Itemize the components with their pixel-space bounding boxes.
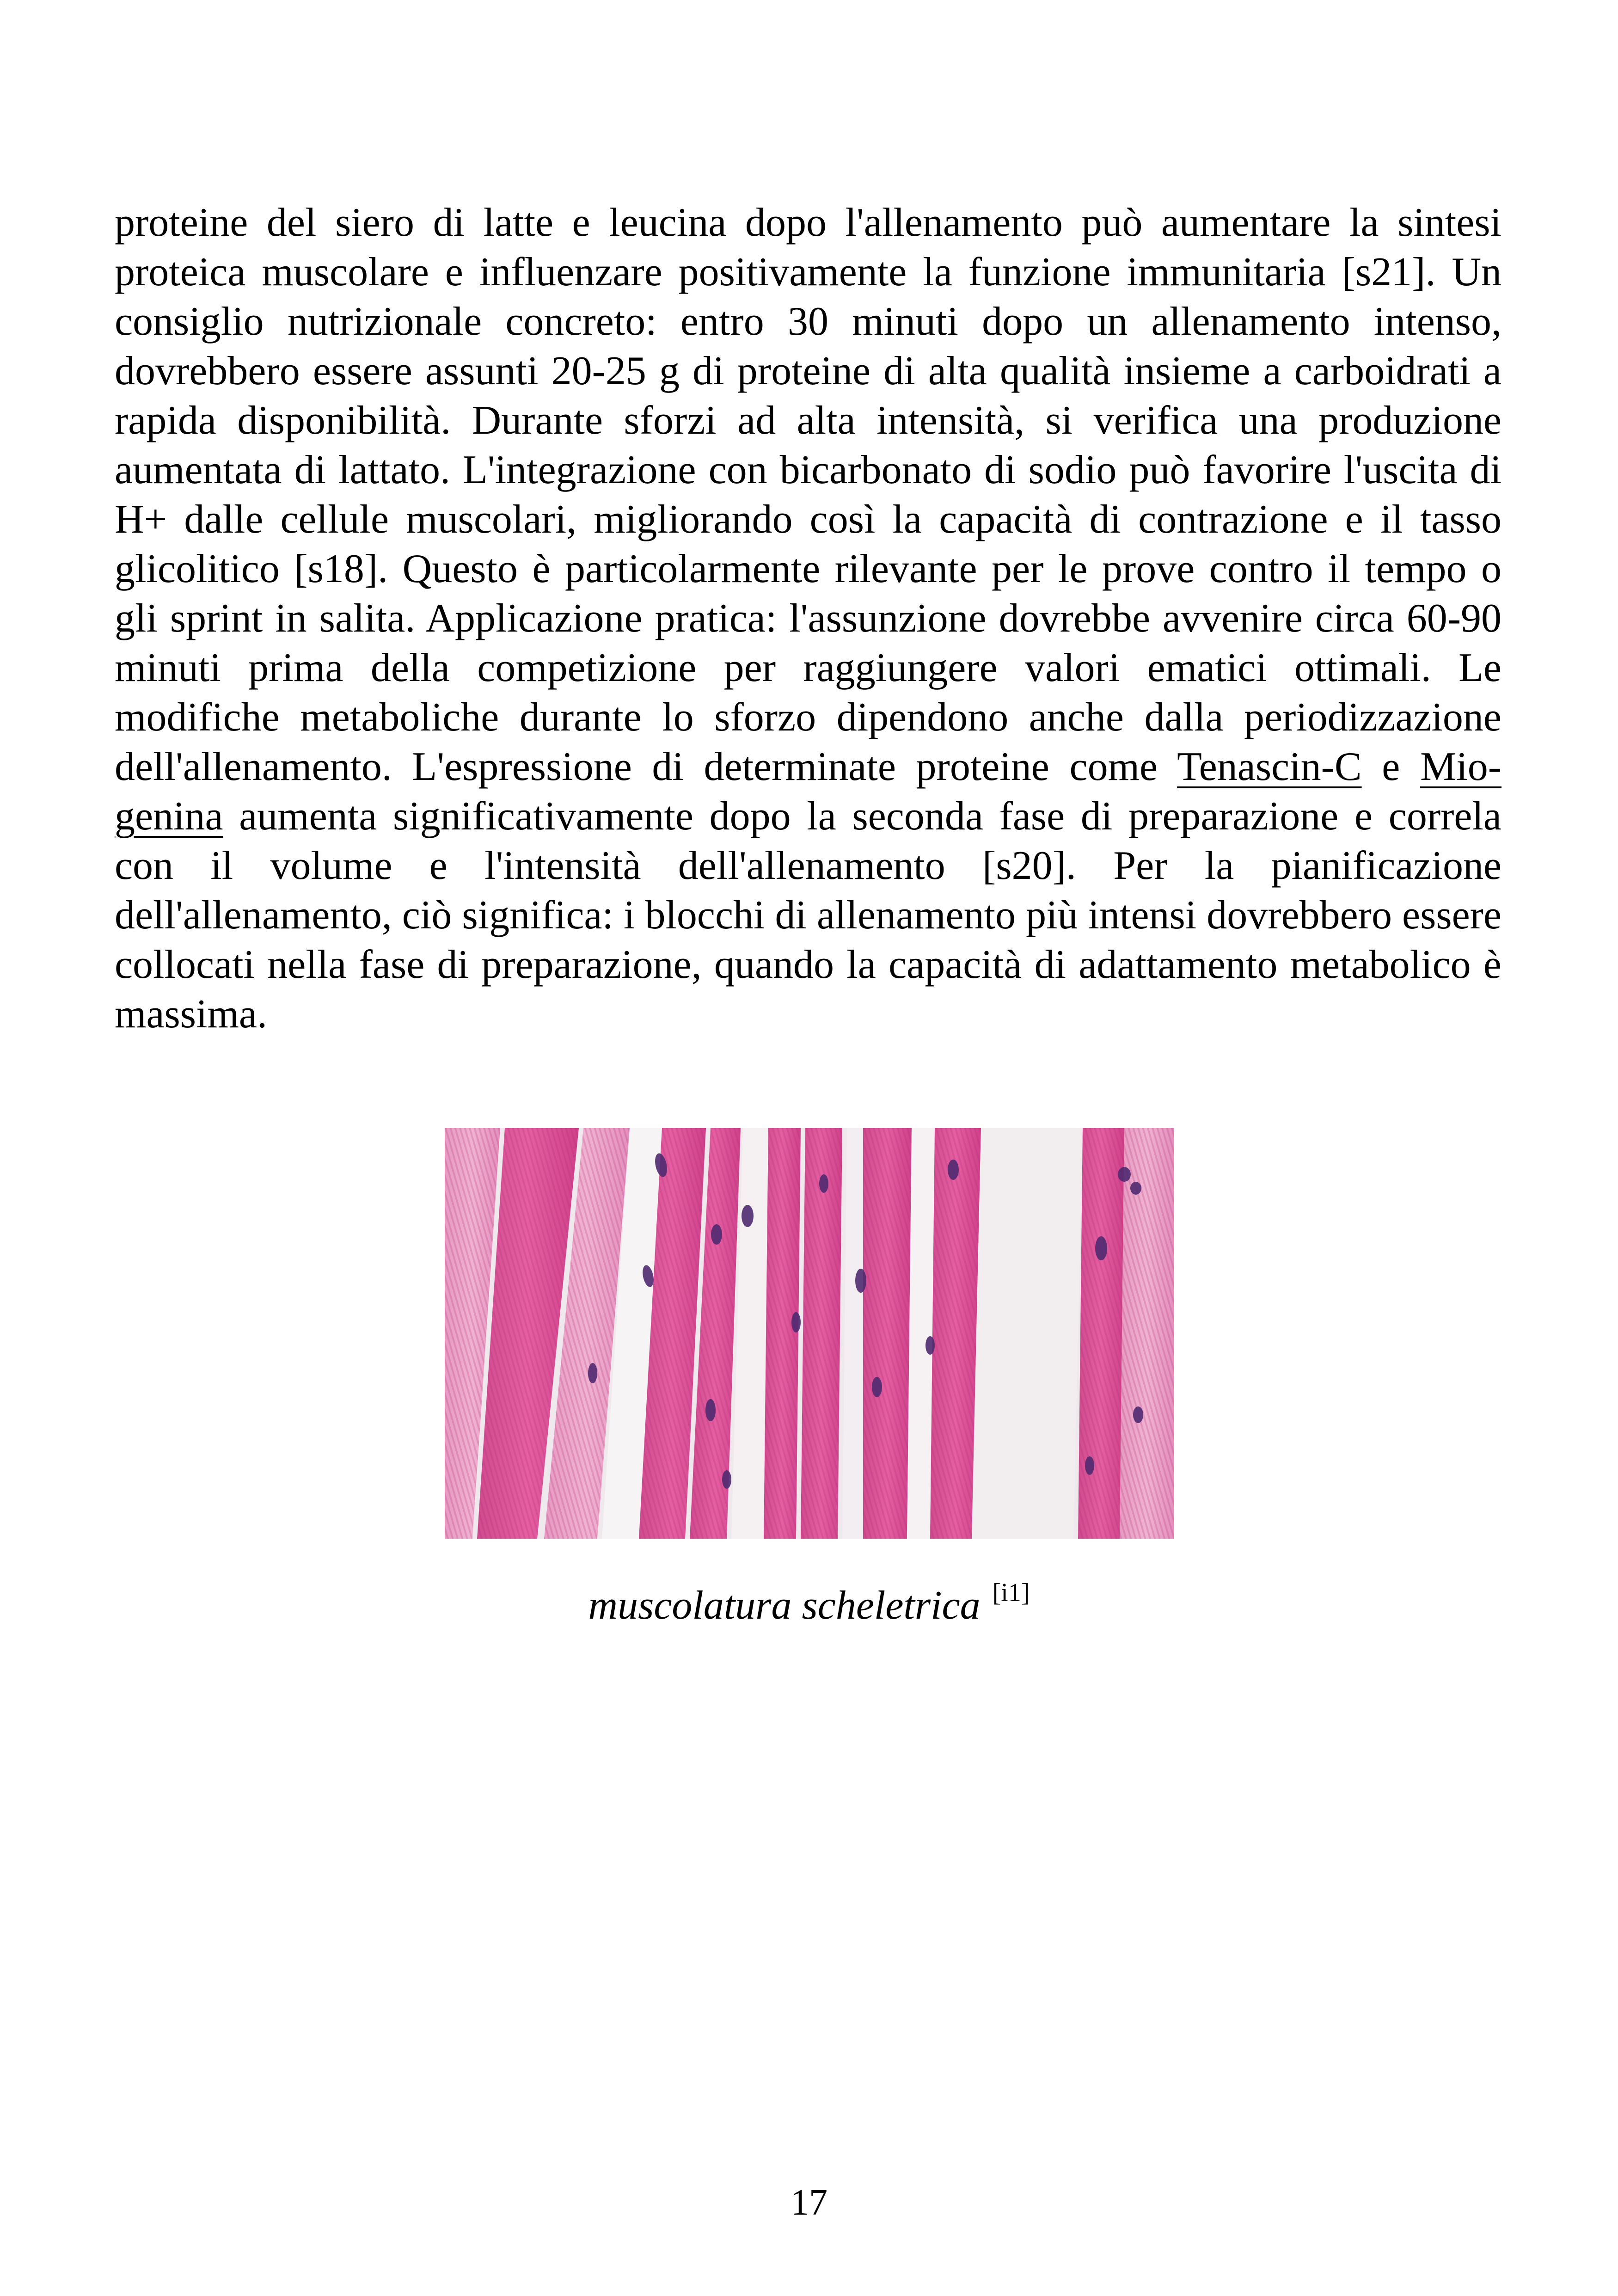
paragraph-text-end: aumenta significativamente dopo la seconda fase di preparazione e correla con il volume e l'intensità dell'allenamento [s20]. Per la pianificazione dell'allenamento, ciò significa: i blocchi di allenamento più intensi dovrebbero essere collocati nella fase di preparazione, quando la capacità di adattamento metabolico è massima. (115, 794, 1502, 1037)
page-number: 17 (791, 2182, 827, 2223)
paragraph-text-middle: e (1361, 744, 1420, 789)
body-paragraph (115, 198, 1502, 1039)
skeletal-muscle-histology-image (445, 1128, 1174, 1539)
figure-caption (0, 1580, 1618, 1631)
link-mio-genina[interactable]: Mio-genina (115, 744, 1502, 839)
paragraph-text-start: proteine del siero di latte e leucina dopo l'allenamento può aumentare la sintesi proteica muscolare e influenzare positivamente la funzione immunitaria [s21]. Un consiglio nutrizionale concreto: entro 30 minuti dopo un allenamento intenso, dovrebbero essere assunti 20-25 g di proteine di alta qualità insieme a carboidrati a rapida disponibilità. Durante sforzi ad alta intensità, si verifica una produzione aumentata di lattato. L'integrazione con bicarbonato di sodio può favorire l'uscita di H+ dalle cellule muscolari, migliorando così la capacità di contrazione e il tasso glicolitico [s18]. Questo è particolarmente rilevante per le prove contro il tempo o gli sprint in salita. Applicazione pratica: l'assunzione dovrebbe avvenire circa 60-90 minuti prima della competizione per raggiungere valori ematici ottimali. Le modifiche metaboliche durante lo sforzo dipendono anche dalla periodizzazione dell'allenamento. L'espressione di determinate proteine come (115, 200, 1502, 789)
caption-reference[interactable]: [i1] (992, 1578, 1030, 1607)
caption-text: muscolatura scheletrica (588, 1583, 981, 1628)
skeletal-muscle-figure (445, 1128, 1174, 1539)
link-tenascin-c[interactable]: Tenascin-C (1177, 744, 1362, 789)
